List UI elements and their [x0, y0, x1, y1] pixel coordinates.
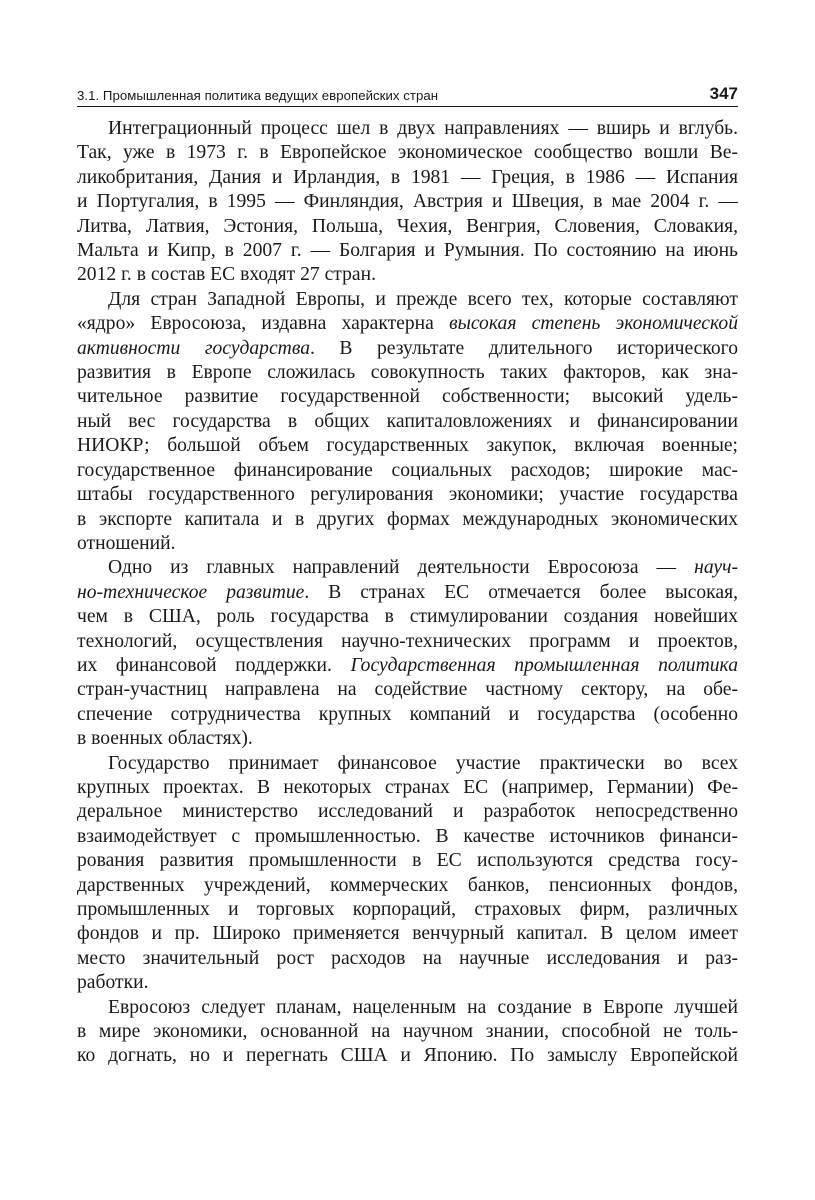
text-run: их финансовой поддержки. — [77, 654, 351, 676]
text-run: Интеграционный процесс шел в двух направлениях — вширь и вглубь. — [108, 118, 738, 139]
text-run: «ядро» Евросоюза, издавна характерна — [77, 313, 450, 335]
text-line — [77, 654, 738, 678]
text-run: . В результате длительного исторического — [310, 337, 739, 359]
text-run: Мальта и Кипр, в 2007 г. — Болгария и Румыния. По состоянию на июнь — [77, 240, 738, 262]
text-run: дарственных учреждений, коммерческих банков, пенсионных фондов, — [77, 874, 738, 896]
paragraph — [77, 996, 738, 1069]
text-line — [77, 996, 738, 1020]
text-line — [77, 361, 738, 385]
paragraph — [77, 556, 738, 751]
text-line — [77, 141, 738, 165]
text-run: технологий, осуществления научно-технических программ и проектов, — [77, 630, 738, 652]
text-run: чительное развитие государственной собственности; высокий удель- — [77, 386, 738, 408]
text-line — [77, 678, 738, 702]
body-text — [77, 117, 738, 1069]
text-line — [77, 605, 738, 629]
italic-term: науч- — [694, 557, 738, 579]
text-line — [77, 630, 738, 654]
text-line — [77, 825, 738, 849]
text-run: и Португалия, в 1995 — Финляндия, Австрия и Швеция, в мае 2004 г. — — [77, 191, 738, 213]
text-run: Евросоюз следует планам, нацеленным на создание в Европе лучшей — [108, 996, 738, 1018]
text-line — [77, 849, 738, 873]
text-line — [77, 288, 738, 312]
text-run: деральное министерство исследований и разработок непосредственно — [77, 801, 738, 823]
text-line — [77, 508, 738, 532]
text-line — [77, 727, 738, 751]
text-run: Так, уже в 1973 г. в Европейское экономическое сообщество вошли Ве- — [77, 142, 738, 164]
text-line — [77, 874, 738, 898]
text-line — [77, 410, 738, 434]
text-line — [77, 434, 738, 458]
text-run: 2012 г. в состав ЕС входят 27 стран. — [77, 264, 376, 286]
paragraph — [77, 117, 738, 288]
text-line — [77, 898, 738, 922]
text-run: промышленных и торговых корпораций, страховых фирм, различных — [77, 899, 738, 920]
text-line — [77, 337, 738, 361]
text-run: место значительный рост расходов на научные исследования и раз- — [77, 947, 738, 969]
text-run: стран-участниц направлена на содействие частному сектору, на обе- — [77, 679, 738, 701]
italic-term: но-техническое развитие — [77, 581, 305, 603]
text-run: развития в Европе сложилась совокупность таких факторов, как зна- — [77, 362, 738, 384]
text-run: взаимодействует с промышленностью. В качестве источников финанси- — [77, 825, 738, 847]
text-line — [77, 239, 738, 263]
text-run: . В странах ЕС отмечается более высокая, — [304, 581, 738, 603]
text-run: государственное финансирование социальных расходов; широкие мас- — [77, 459, 738, 481]
text-run: работки. — [77, 972, 149, 994]
text-run: в военных областях). — [77, 728, 253, 750]
text-run: ликобритания, Дания и Ирландия, в 1981 — Греция, в 1986 — Испания — [77, 166, 738, 188]
italic-term: Государственная промышленная политика — [350, 654, 739, 676]
italic-term: высокая степень экономической — [449, 313, 739, 335]
text-run: ко догнать, но и перегнать США и Японию. По замыслу Европейской — [77, 1045, 738, 1067]
text-line — [77, 971, 738, 995]
text-run: в мире экономики, основанной на научном знании, способной не толь- — [77, 1021, 738, 1043]
text-line — [77, 703, 738, 727]
text-run: в экспорте капитала и в других формах международных экономических — [77, 508, 738, 530]
text-run: Государство принимает финансовое участие практически во всех — [108, 752, 738, 774]
text-run: отношений. — [77, 532, 176, 554]
paragraph — [77, 752, 738, 996]
text-run: штабы государственного регулирования экономики; участие государства — [77, 484, 738, 506]
text-run: спечение сотрудничества крупных компаний и государства (особенно — [77, 703, 738, 725]
text-run: ный вес государства в общих капиталовложениях и финансировании — [77, 410, 738, 432]
text-line — [77, 752, 738, 776]
text-line — [77, 190, 738, 214]
text-run: фондов и пр. Широко применяется венчурный капитал. В целом имеет — [77, 923, 738, 945]
text-line — [77, 776, 738, 800]
paragraph — [77, 288, 738, 556]
text-run: Для стран Западной Европы, и прежде всего тех, которые составляют — [108, 288, 738, 310]
text-line — [77, 922, 738, 946]
text-run: чем в США, роль государства в стимулировании создания новейших — [77, 606, 738, 628]
text-line — [77, 1044, 738, 1068]
text-line — [77, 215, 738, 239]
section-title: 3.1. Промышленная политика ведущих европейских стран — [77, 88, 439, 103]
text-run: Одно из главных направлений деятельности Евросоюза — — [108, 557, 695, 579]
text-run: Литва, Латвия, Эстония, Польша, Чехия, Венгрия, Словения, Словакия, — [77, 215, 738, 237]
text-line — [77, 166, 738, 190]
text-line — [77, 1020, 738, 1044]
text-line — [77, 385, 738, 409]
text-line — [77, 263, 738, 287]
text-line — [77, 312, 738, 336]
text-run: НИОКР; большой объем государственных закупок, включая военные; — [77, 435, 738, 457]
text-line — [77, 947, 738, 971]
text-run: крупных проектах. В некоторых странах ЕС (например, Германии) Фе- — [77, 776, 738, 798]
text-run: рования развития промышленности в ЕС используются средства госу- — [77, 850, 738, 872]
text-line — [77, 581, 738, 605]
page-number: 347 — [709, 84, 738, 103]
text-line — [77, 459, 738, 483]
text-line — [77, 117, 738, 141]
running-header — [77, 82, 738, 107]
text-line — [77, 483, 738, 507]
italic-term: активности государства — [77, 337, 310, 359]
text-line — [77, 556, 738, 580]
text-line — [77, 800, 738, 824]
text-line — [77, 532, 738, 556]
book-page — [77, 82, 738, 1069]
